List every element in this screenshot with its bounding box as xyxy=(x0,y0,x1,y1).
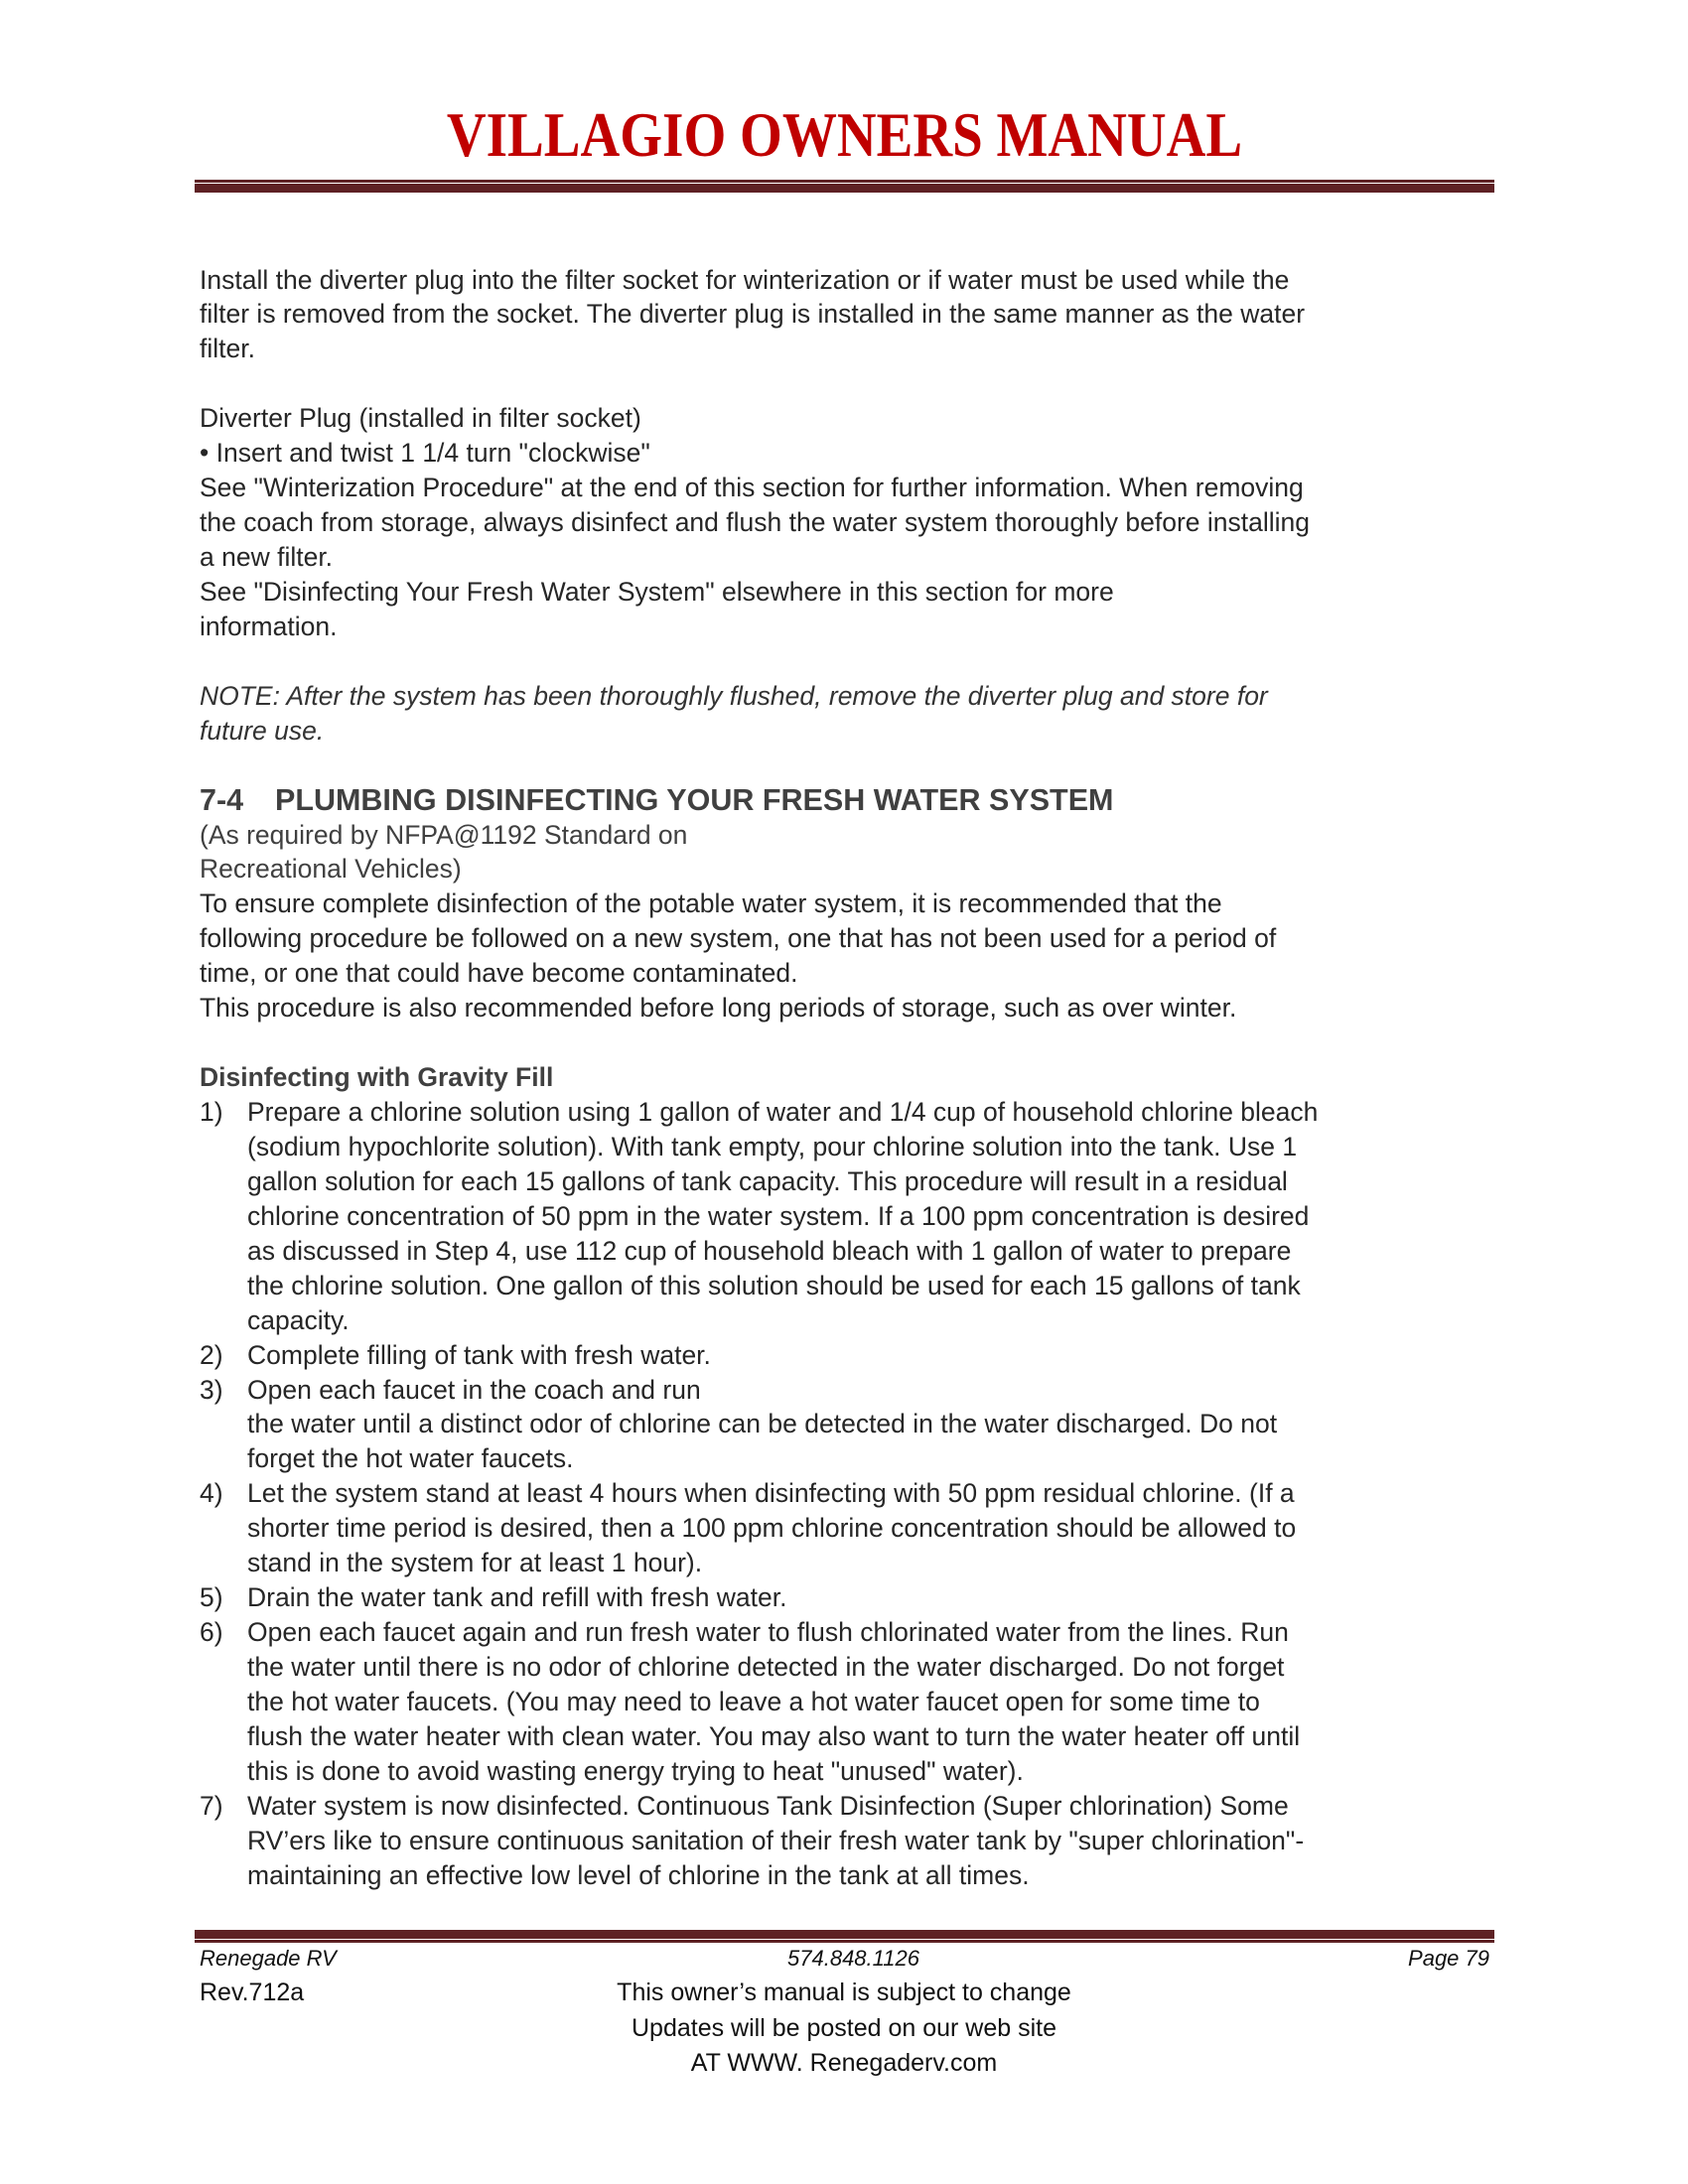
text-line: following procedure be followed on a new system, one that has not been used for a period of xyxy=(200,923,1277,954)
step-number: 7) xyxy=(200,1790,223,1821)
list-item-step-1 xyxy=(200,1095,1500,1338)
diverter-plug-paragraph xyxy=(200,401,1500,644)
notice-line-website: AT WWW. Renegaderv.com xyxy=(690,2049,998,2077)
step-line: the water until there is no odor of chlorine detected in the water discharged. Do not forget xyxy=(247,1652,1285,1682)
step-line: chlorine concentration of 50 ppm in the water system. If a 100 ppm concentration is desired xyxy=(247,1200,1310,1231)
step-number: 5) xyxy=(200,1582,223,1613)
text-line: This procedure is also recommended before long periods of storage, such as over winter. xyxy=(200,993,1237,1024)
header-rule-thin xyxy=(195,180,1494,183)
step-line: the chlorine solution. One gallon of this solution should be used for each 15 gallons of tank xyxy=(247,1270,1301,1300)
page-title: VILLAGIO OWNERS MANUAL xyxy=(446,99,1243,170)
blank-line xyxy=(200,644,1500,679)
notice-line: Updates will be posted on our web site xyxy=(631,2013,1057,2042)
text-line: information. xyxy=(200,611,338,641)
note-line: future use. xyxy=(200,715,325,746)
text-line: filter is removed from the socket. The diverter plug is installed in the same manner as the water xyxy=(200,299,1306,330)
text-line: To ensure complete disinfection of the potable water system, it is recommended that the xyxy=(200,888,1222,919)
step-line: the hot water faucets. (You may need to leave a hot water faucet open for some time to xyxy=(247,1686,1260,1716)
text-line: See "Disinfecting Your Fresh Water System" elsewhere in this section for more xyxy=(200,576,1114,607)
step-line: stand in the system for at least 1 hour). xyxy=(247,1548,703,1578)
footer-revision: Rev.712a xyxy=(200,1979,305,2006)
step-line: flush the water heater with clean water. You may also want to turn the water heater off until xyxy=(247,1720,1301,1751)
text-line: the coach from storage, always disinfect and flush the water system thoroughly before installing xyxy=(200,507,1310,538)
footer-rule-thick xyxy=(195,1930,1494,1939)
list-item-step-5 xyxy=(200,1580,1500,1615)
step-number: 6) xyxy=(200,1617,223,1648)
step-line: gallon solution for each 15 gallons of tank capacity. This procedure will result in a residual xyxy=(247,1165,1288,1196)
step-line: Open each faucet in the coach and run xyxy=(247,1374,701,1405)
step-line: Complete filling of tank with fresh water. xyxy=(247,1339,711,1370)
text-line: See "Winterization Procedure" at the end of this section for further information. When removing xyxy=(200,473,1304,503)
text-line: a new filter. xyxy=(200,542,334,572)
footer-rule-thin xyxy=(195,1940,1494,1943)
step-line: RV’ers like to ensure continuous sanitation of their fresh water tank by "super chlorination"- xyxy=(247,1825,1305,1855)
steps-list xyxy=(200,1095,1500,1893)
step-line: this is done to avoid wasting energy trying to heat "unused" water). xyxy=(247,1755,1024,1786)
section-number: 7-4 xyxy=(200,782,244,817)
blank-line xyxy=(200,749,1500,783)
step-line: (sodium hypochlorite solution). With tank empty, pour chlorine solution into the tank. Use 1 xyxy=(247,1131,1298,1161)
step-line: Drain the water tank and refill with fresh water. xyxy=(247,1582,787,1613)
list-item-step-3 xyxy=(200,1373,1500,1477)
footer-company: Renegade RV xyxy=(200,1946,337,1971)
intro-paragraph xyxy=(200,263,1500,367)
step-line: as discussed in Step 4, use 112 cup of household bleach with 1 gallon of water to prepare xyxy=(247,1235,1292,1266)
blank-line xyxy=(200,1025,1500,1060)
step-line: Open each faucet again and run fresh water to flush chlorinated water from the lines. Run xyxy=(247,1617,1289,1648)
blank-line xyxy=(200,366,1500,401)
step-line: Water system is now disinfected. Continuous Tank Disinfection (Super chlorination) Some xyxy=(247,1790,1289,1821)
text-line: time, or one that could have become contaminated. xyxy=(200,958,798,989)
step-line: Prepare a chlorine solution using 1 gallon of water and 1/4 cup of household chlorine bleach xyxy=(247,1097,1319,1127)
step-line: maintaining an effective low level of chlorine in the tank at all times. xyxy=(247,1859,1030,1890)
text-line: filter. xyxy=(200,334,255,364)
section-heading xyxy=(200,783,1500,818)
footer-phone: 574.848.1126 xyxy=(787,1946,919,1971)
page-body xyxy=(200,263,1500,1893)
list-item-step-6 xyxy=(200,1615,1500,1789)
footer-notice xyxy=(556,1976,1132,2082)
step-number: 1) xyxy=(200,1097,223,1127)
list-item-step-2 xyxy=(200,1338,1500,1373)
section-subtitle-line: Recreational Vehicles) xyxy=(200,854,462,885)
section-subtitle-line: (As required by NFPA@1192 Standard on xyxy=(200,819,688,850)
step-line: Let the system stand at least 4 hours when disinfecting with 50 ppm residual chlorine. (If a xyxy=(247,1478,1295,1509)
list-item-step-7 xyxy=(200,1789,1500,1893)
header-rule-thick xyxy=(195,184,1494,193)
footer-page-number: Page 79 xyxy=(1408,1946,1489,1971)
step-line: the water until a distinct odor of chlorine can be detected in the water discharged. Do not xyxy=(247,1409,1278,1439)
notice-line: This owner’s manual is subject to change xyxy=(617,1979,1071,2006)
bullet-line: • Insert and twist 1 1/4 turn "clockwise" xyxy=(200,438,650,469)
step-number: 4) xyxy=(200,1478,223,1509)
step-number: 3) xyxy=(200,1374,223,1405)
step-line: shorter time period is desired, then a 100 ppm chlorine concentration should be allowed to xyxy=(247,1513,1297,1544)
text-line: Diverter Plug (installed in filter socket) xyxy=(200,403,641,434)
text-line: Install the diverter plug into the filter socket for winterization or if water must be used while the xyxy=(200,264,1290,295)
step-line: forget the hot water faucets. xyxy=(247,1443,574,1474)
step-number: 2) xyxy=(200,1339,223,1370)
list-item-step-4 xyxy=(200,1476,1500,1580)
note-paragraph xyxy=(200,679,1500,749)
section-title: PLUMBING DISINFECTING YOUR FRESH WATER SYSTEM xyxy=(275,782,1114,817)
step-line: capacity. xyxy=(247,1304,350,1335)
subheading-gravity-fill: Disinfecting with Gravity Fill xyxy=(200,1062,554,1093)
note-line: NOTE: After the system has been thoroughly flushed, remove the diverter plug and store for xyxy=(200,680,1268,711)
